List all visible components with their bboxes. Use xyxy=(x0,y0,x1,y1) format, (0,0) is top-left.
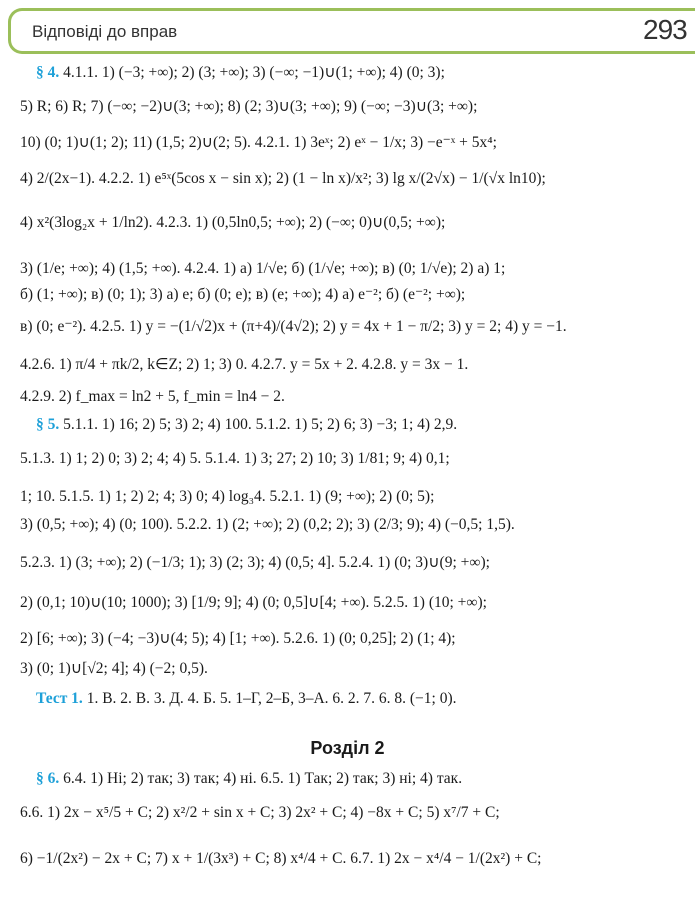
answer-line: 4) 2/(2x−1). 4.2.2. 1) e⁵ˣ(5cos x − sin x); 2) (1 − ln x)/x²; 3) lg x/(2√x) − 1/(√x ln10); xyxy=(20,170,546,187)
answer-line: 5) R; 6) R; 7) (−∞; −2)∪(3; +∞); 8) (2; 3)∪(3; +∞); 9) (−∞; −3)∪(3; +∞); xyxy=(20,98,478,115)
answer-line: 3) (1/e; +∞); 4) (1,5; +∞). 4.2.4. 1) а) 1/√e; б) (1/√e; +∞); в) (0; 1/√e); 2) а) 1; xyxy=(20,260,506,277)
answer-line: § 4. 4.1.1. 1) (−3; +∞); 2) (3; +∞); 3) (−∞; −1)∪(1; +∞); 4) (0; 3); xyxy=(36,64,445,81)
answer-line: 6) −1/(2x²) − 2x + C; 7) x + 1/(3x³) + C; 8) x⁴/4 + C. 6.7. 1) 2x − x⁴/4 − 1/(2x²) + C; xyxy=(20,850,542,867)
answer-line: б) (1; +∞); в) (0; 1); 3) а) e; б) (0; e); в) (e; +∞); 4) а) e⁻²; б) (e⁻²; +∞); xyxy=(20,286,466,303)
answer-line: § 6. 6.4. 1) Ні; 2) так; 3) так; 4) ні. 6.5. 1) Так; 2) так; 3) ні; 4) так. xyxy=(36,770,463,787)
answer-line: 2) (0,1; 10)∪(10; 1000); 3) [1/9; 9]; 4) (0; 0,5]∪[4; +∞). 5.2.5. 1) (10; +∞); xyxy=(20,594,487,611)
page-number: 293 xyxy=(643,14,687,45)
answer-line: 6.6. 1) 2x − x⁵/5 + C; 2) x²/2 + sin x + C; 3) 2x² + C; 4) −8x + C; 5) x⁷/7 + C; xyxy=(20,804,500,821)
answer-line: 1; 10. 5.1.5. 1) 1; 2) 2; 4; 3) 0; 4) log₃4. 5.2.1. 1) (9; +∞); 2) (0; 5); xyxy=(20,488,435,505)
answer-line: 3) (0; 1)∪[√2; 4]; 4) (−2; 0,5). xyxy=(20,660,208,677)
answer-line: § 5. 5.1.1. 1) 16; 2) 5; 3) 2; 4) 100. 5.1.2. 1) 5; 2) 6; 3) −3; 1; 4) 2,9. xyxy=(36,416,458,433)
header-title: Відповіді до вправ xyxy=(32,22,178,41)
answer-line: 4.2.6. 1) π/4 + πk/2, k∈Z; 2) 1; 3) 0. 4.2.7. y = 5x + 2. 4.2.8. y = 3x − 1. xyxy=(20,356,469,373)
answer-line: 10) (0; 1)∪(1; 2); 11) (1,5; 2)∪(2; 5). 4.2.1. 1) 3eˣ; 2) eˣ − 1/x; 3) −e⁻ˣ + 5x⁴; xyxy=(20,134,497,151)
section-title: Розділ 2 xyxy=(310,738,385,758)
answer-line: 4) x²(3log₂x + 1/ln2). 4.2.3. 1) (0,5ln0,5; +∞); 2) (−∞; 0)∪(0,5; +∞); xyxy=(20,214,446,231)
answer-line: 3) (0,5; +∞); 4) (0; 100). 5.2.2. 1) (2; +∞); 2) (0,2; 2); 3) (2/3; 9); 4) (−0,5; 1,5). xyxy=(20,516,515,533)
answer-line: 4.2.9. 2) f_max = ln2 + 5, f_min = ln4 − 2. xyxy=(20,388,285,405)
answer-line: 2) [6; +∞); 3) (−4; −3)∪(4; 5); 4) [1; +∞). 5.2.6. 1) (0; 0,25]; 2) (1; 4); xyxy=(20,630,456,647)
answer-line: 5.2.3. 1) (3; +∞); 2) (−1/3; 1); 3) (2; 3); 4) (0,5; 4]. 5.2.4. 1) (0; 3)∪(9; +∞); xyxy=(20,554,490,571)
answer-line: в) (0; e⁻²). 4.2.5. 1) y = −(1/√2)x + (π+4)/(4√2); 2) y = 4x + 1 − π/2; 3) y = 2; 4) y = −1. xyxy=(20,318,567,335)
answer-line: 5.1.3. 1) 1; 2) 0; 3) 2; 4; 4) 5. 5.1.4. 1) 3; 27; 2) 10; 3) 1/81; 9; 4) 0,1; xyxy=(20,450,450,467)
test-answer-line: Тест 1. 1. В. 2. В. 3. Д. 4. Б. 5. 1–Г, 2–Б, 3–А. 6. 2. 7. 6. 8. (−1; 0). xyxy=(36,690,457,707)
